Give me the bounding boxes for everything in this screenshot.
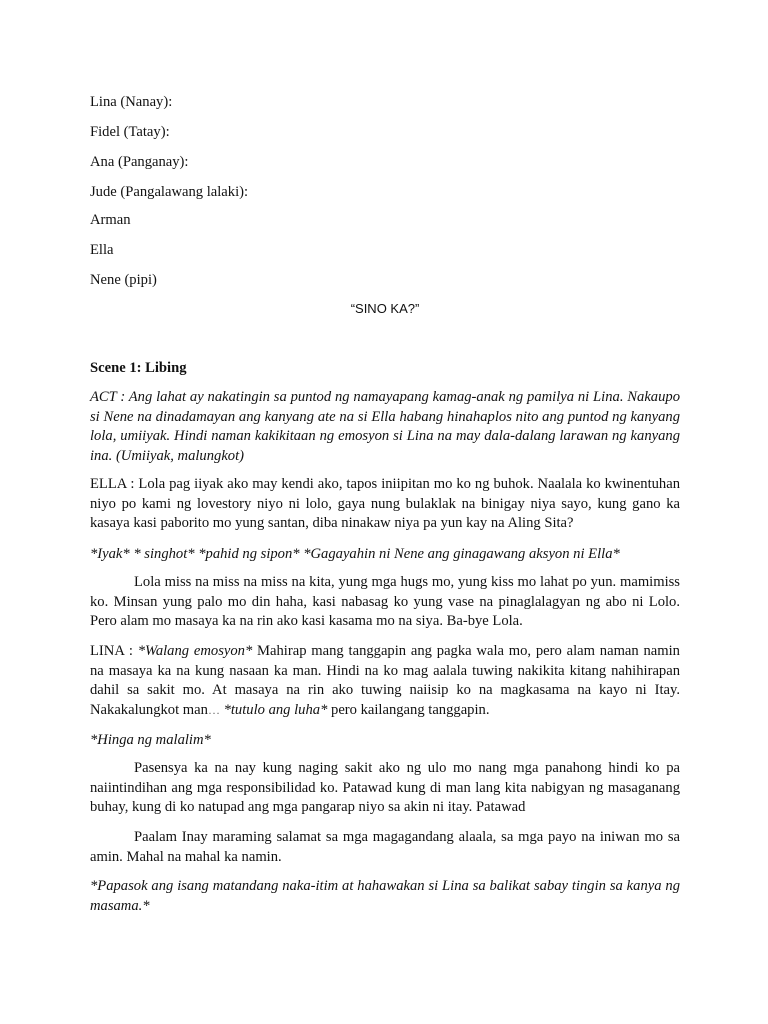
cast-item-jude: Jude (Pangalawang lalaki): — [90, 184, 249, 200]
stage-direction-elder-enters: *Papasok ang isang matandang naka-itim at hahawakan si Lina sa balikat sabay tingin sa kanya ng masama.* — [90, 878, 680, 914]
act-direction: ACT : Ang lahat ay nakatingin sa puntod ng namayapang kamag-anak ng pamilya ni Lina. Nakaupo si Nene na dinadamayan ang kanyang ate na si Ella habang hinahaplos nito ang puntod ng kanyang lola, umiiyak. Hindi naman kakikitaan ng emosyon si Lina na may dala-dalang larawan ng kanyang ina. (Umiiyak, malungkot) — [90, 389, 680, 464]
lina-dialogue — [90, 642, 680, 720]
ella-dialogue-continued: Lola miss na miss na miss na kita, yung mga hugs mo, yung kiss mo lahat po yun. mamimiss ko. Minsan yung palo mo din haha, kasi nabasag ko yung vase na pinaglalagyan ng abo ni Lolo. Pero alam mo masaya ka na rin ako kasi kasama mo na siya. Ba-bye Lola. — [90, 574, 680, 629]
cast-item-ella: Ella — [90, 242, 114, 258]
stage-direction-cry: *Iyak* * singhot* *pahid ng sipon* *Gagayahin ni Nene ang ginagawang aksyon ni Ella* — [90, 546, 620, 562]
cast-item-nene: Nene (pipi) — [90, 272, 157, 288]
ella-dialogue: ELLA : Lola pag iiyak ako may kendi ako, tapos iniipitan mo ko ng buhok. Naalala ko kwinentuhan niyo po kami ng lovestory niyo ni lolo, gaya nung bulaklak na binigay niya sayo, kung gano ka kasaya kasi paborito mo yung santan, diba ninakaw niya pa yun kay na Aling Sita? — [90, 476, 680, 531]
lina-dialogue-continued-2: Paalam Inay maraming salamat sa mga magagandang alaala, sa mga payo na iniwan mo sa amin. Mahal na mahal ka namin. — [90, 829, 680, 865]
lina-direction-tears: *tutulo ang luha* — [219, 701, 328, 718]
play-title: “SINO KA?” — [350, 301, 420, 316]
cast-item-fidel: Fidel (Tatay): — [90, 124, 170, 140]
scene-heading: Scene 1: Libing — [90, 360, 187, 376]
cast-item-lina: Lina (Nanay): — [90, 94, 173, 110]
lina-dialogue-continued-1: Pasensya ka na nay kung naging sakit ako ng ulo mo nang mga panahong hindi ko pa naiintindihan ang mga responsibilidad ko. Patawad kung di man lang kita nabigyan ng masaganang buhay, kung di ko natupad ang mga pangarap niyo sa akin ni itay. Patawad — [90, 760, 680, 815]
cast-item-arman: Arman — [90, 212, 131, 228]
lina-dialogue-end: pero kailangang tanggapin. — [327, 701, 490, 718]
stage-direction-breathe: *Hinga ng malalim* — [90, 732, 211, 748]
lina-dialogue-text: Mahirap mang tanggapin ang pagka wala mo, pero alam naman namin na masaya ka na kung nasaan ka man. Hindi na ko mag aalala tuwing nakikita kitang nahihirapan dahil sa sakit mo. At masaya na rin ako tuwing naiisip ko na magkasama na kayo ni Itay. Nakakalungkot man — [90, 643, 680, 718]
lina-ellipsis: … — [207, 702, 220, 717]
lina-direction-no-emotion: *Walang emosyon* — [137, 643, 253, 659]
lina-speaker-label: LINA : — [90, 643, 138, 659]
cast-item-ana: Ana (Panganay): — [90, 154, 189, 170]
